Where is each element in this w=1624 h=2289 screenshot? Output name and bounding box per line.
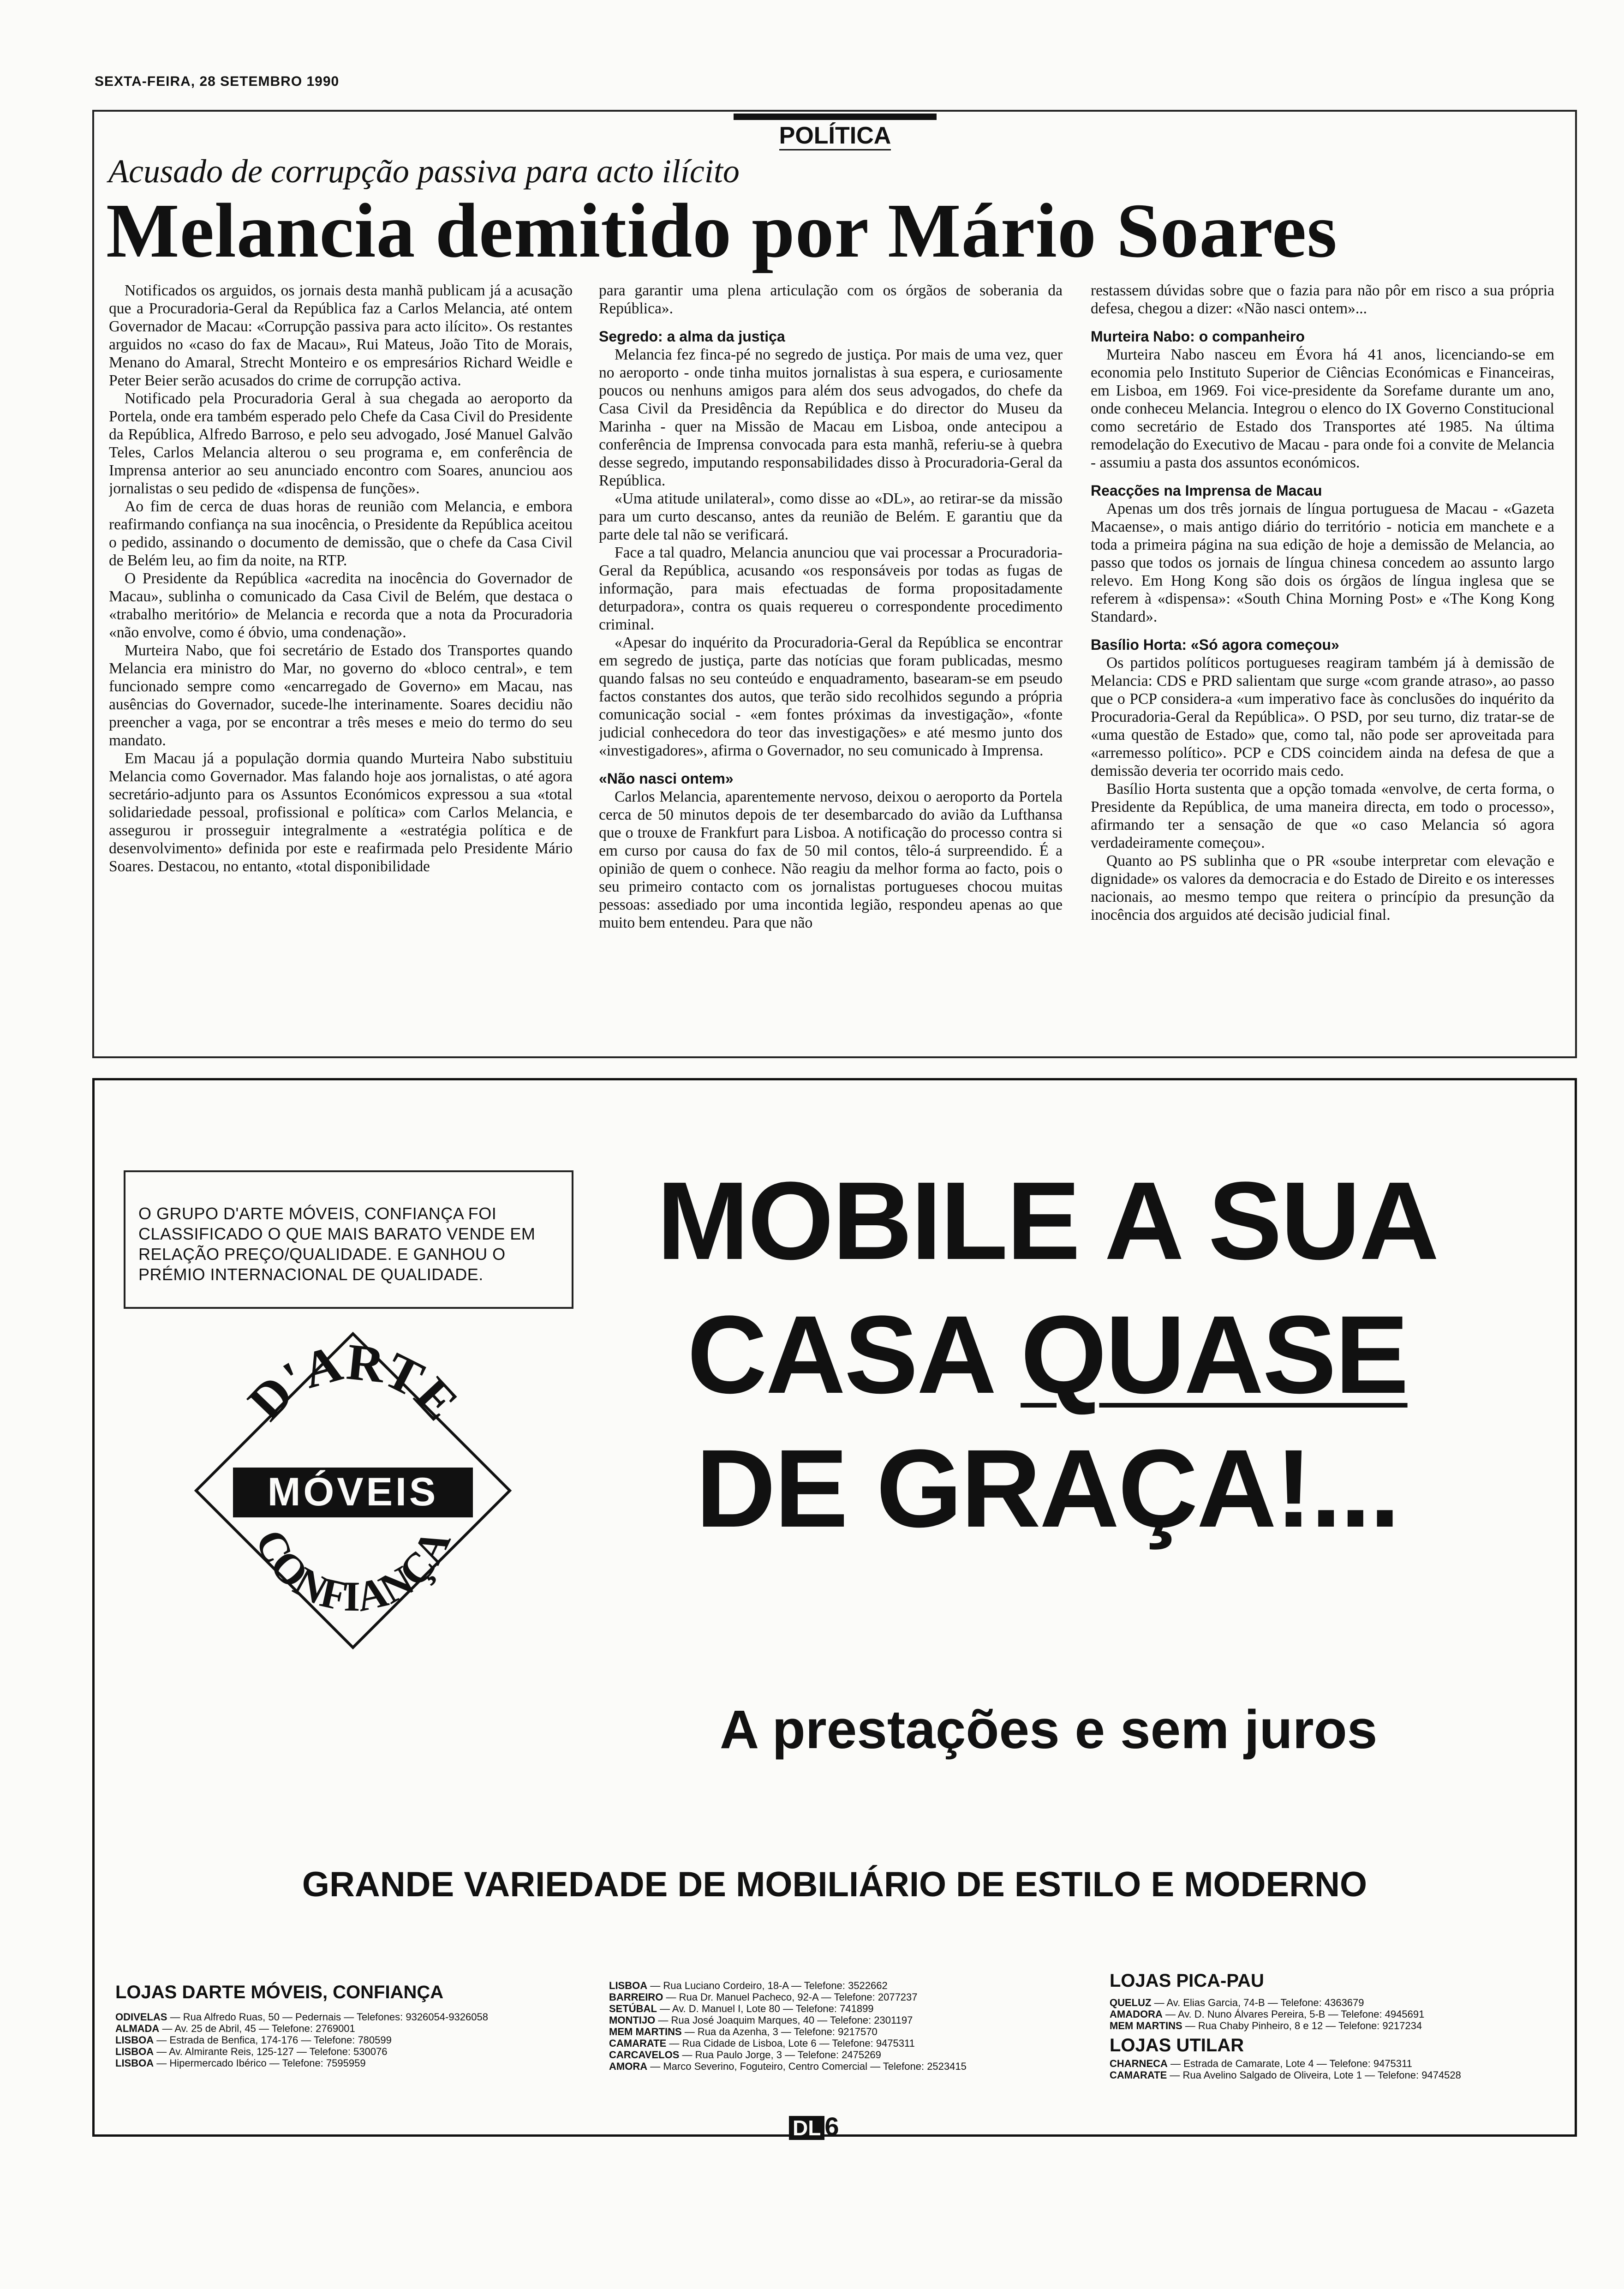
- store-entry: [1110, 2058, 1571, 2069]
- section-label: [734, 114, 937, 151]
- store-address: — Rua Paulo Jorge, 3 — Telefone: 2475269: [682, 2049, 881, 2061]
- article-subheading: Murteira Nabo: o companheiro: [1091, 328, 1305, 345]
- store-address: — Rua Dr. Manuel Pacheco, 92-A — Telefone: 2077237: [666, 1991, 918, 2003]
- article-paragraph: Melancia fez finca-pé no segredo de justiça. Por mais de uma vez, quer no aeroporto - onde tinha muitos jornalistas à sua espera, e curiosamente poucos ou nenhuns amigos para além dos seus advogados, do chefe da Casa Civil da Presidência da República e do director do Museu da Marinha - quer na Missão de Macau em Lisboa, onde antecipou a conferência de Imprensa convocada para esta manhã, referiu-se à quebra desse segredo, imputando responsabilidades disso à Procuradoria-Geral da República.: [599, 346, 1063, 489]
- article-subheading: Reacções na Imprensa de Macau: [1091, 482, 1322, 499]
- article-paragraph: Quanto ao PS sublinha que o PR «soube interpretar com elevação e dignidade» os valores da democracia e do Estado de Direito e os interesses nacionais, ao mesmo tempo que reitera o princípio da presunção da inocência dos arguidos até decisão judicial final.: [1091, 852, 1554, 923]
- store-address: — Rua Luciano Cordeiro, 18-A — Telefone: 3522662: [650, 1980, 888, 1991]
- article-kicker: Acusado de corrupção passiva para acto ilícito: [108, 153, 740, 190]
- ad-installments-line: A prestações e sem juros: [720, 1699, 1378, 1760]
- stores-right-list-2: [1110, 2058, 1571, 2081]
- stores-right-list-1: [1110, 1997, 1571, 2031]
- article-paragraph: restassem dúvidas sobre que o fazia para não pôr em risco a sua própria defesa, chegou a dizer: «Não nasci ontem»...: [1091, 282, 1554, 317]
- store-entry: [115, 2023, 577, 2034]
- store-entry: [609, 2026, 1098, 2037]
- ad-headline-line-2: CASA QUASE: [687, 1293, 1408, 1416]
- stores-left-list: [115, 2011, 577, 2069]
- store-address: — Rua da Azenha, 3 — Telefone: 9217570: [684, 2026, 878, 2037]
- store-entry: [609, 2014, 1098, 2026]
- store-city: ODIVELAS: [115, 2011, 167, 2023]
- store-city: AMADORA: [1110, 2008, 1163, 2020]
- stores-middle-list: [609, 1980, 1098, 2072]
- store-address: — Marco Severino, Foguteiro, Centro Comercial — Telefone: 2523415: [650, 2061, 967, 2072]
- store-address: — Rua Chaby Pinheiro, 8 e 12 — Telefone: 9217234: [1185, 2020, 1422, 2031]
- article-paragraph: Basílio Horta sustenta que a opção tomada «envolve, de certa forma, o Presidente da República, de uma maneira directa, em todo o processo», afirmando ter a sensação de que «o caso Melancia só agora verdadeiramente começou».: [1091, 780, 1554, 851]
- store-city: LISBOA: [115, 2046, 154, 2057]
- store-address: — Av. 25 de Abril, 45 — Telefone: 2769001: [162, 2023, 355, 2034]
- store-entry: [115, 2057, 577, 2069]
- store-city: MONTIJO: [609, 2014, 656, 2026]
- store-address: — Av. Almirante Reis, 125-127 — Telefone: 530076: [156, 2046, 388, 2057]
- store-entry: [1110, 1997, 1571, 2008]
- article-paragraph: Notificado pela Procuradoria Geral à sua chegada ao aeroporto da Portela, onde era também esperado pelo Chefe da Casa Civil do Presidente da República, Alfredo Barroso, e pelo seu advogado, José Manuel Galvão Teles, Carlos Melancia alterou o seu programa e, em conferência de Imprensa anterior ao seu anunciado encontro com Soares, anunciou aos jornalistas o seu pedido de «dispensa de funções».: [109, 390, 573, 497]
- store-entry: [609, 2049, 1098, 2061]
- store-city: ALMADA: [115, 2023, 160, 2034]
- article-paragraph: Carlos Melancia, aparentemente nervoso, deixou o aeroporto da Portela cerca de 50 minutos depois de ter desembarcado do avião da Lufthansa que o trouxe de Frankfurt para Lisboa. A notificação do processo contra si em curso por causa do fax de 50 mil contos, têlo-á surpreendido. É a opinião de quem o conhece. Não reagiu da melhor forma ao facto, pois o seu primeiro contacto com os jornalistas portugueses chocou muitas pessoas: assediado por uma incontida legião, respondeu apenas ao que muito bem entendeu. Para que não: [599, 788, 1063, 931]
- article-paragraph: Murteira Nabo nasceu em Évora há 41 anos, licenciando-se em economia pelo Instituto Superior de Ciências Económicas e Financeiras, em Lisboa, em 1969. Foi vice-presidente da Sorefame durante um ano, onde conheceu Melancia. Integrou o elenco do IX Governo Constitucional como secretário de Estado dos Transportes até 1985. Na última remodelação do Executivo de Macau - para onde foi a convite de Melancia - assumiu a pasta dos assuntos económicos.: [1091, 346, 1554, 471]
- logo-mid-text: MÓVEIS: [267, 1470, 439, 1514]
- store-city: BARREIRO: [609, 1991, 663, 2003]
- store-city: LISBOA: [115, 2034, 154, 2046]
- store-city: QUELUZ: [1110, 1997, 1152, 2008]
- article-column-1: [109, 282, 573, 1043]
- store-address: — Av. D. Nuno Álvares Pereira, 5-B — Telefone: 4945691: [1165, 2008, 1425, 2020]
- article-paragraph: O Presidente da República «acredita na inocência do Governador de Macau», sublinha o comunicado da Casa Civil de Belém, que destaca o «trabalho meritório» de Melancia e recorda que a nota da Procuradoria «não envolve, como é óbvio, uma condenação».: [109, 570, 573, 641]
- ad-headline-line-3: DE GRAÇA!...: [696, 1426, 1399, 1550]
- article-paragraph: «Uma atitude unilateral», como disse ao «DL», ao retirar-se da missão para um curto descanso, antes da reunião de Belém. E garantiu que da parte dele tal não se verificará.: [599, 490, 1063, 543]
- store-entry: [115, 2034, 577, 2046]
- ad-quality-box: O GRUPO D'ARTE MÓVEIS, CONFIANÇA FOI CLASSIFICADO O QUE MAIS BARATO VENDE EM RELAÇÃO PREÇO/QUALIDADE. E GANHOU O PRÉMIO INTERNACIONAL DE QUALIDADE.: [124, 1170, 573, 1309]
- store-city: CHARNECA: [1110, 2058, 1168, 2069]
- store-entry: [115, 2011, 577, 2023]
- store-city: AMORA: [609, 2061, 648, 2072]
- article-paragraph: «Apesar do inquérito da Procuradoria-Geral da República se encontrar em segredo de justiça, parte das notícias que foram publicadas, mesmo quando falsas no seu conteúdo e enquadramento, basearam-se em pseudo factos constantes dos autos, que terão sido recolhidos segundo a própria comunicação social - «em fontes próximas da investigação», «fonte judicial conhecedora do teor das investigações» e até mesmo junto dos «investigadores», afirma o Governador, no seu comunicado à Imprensa.: [599, 634, 1063, 759]
- store-city: CAMARATE: [609, 2037, 667, 2049]
- store-entry: [609, 1980, 1098, 1991]
- store-address: — Estrada de Camarate, Lote 4 — Telefone: 9475311: [1170, 2058, 1412, 2069]
- store-city: LISBOA: [609, 1980, 648, 1991]
- article-paragraph: Os partidos políticos portugueses reagiram também já à demissão de Melancia: CDS e PRD salientam que surge «com grande atraso», ao passo que o PCP considera-a «um imperativo face às conclusões do inquérito da Procuradoria-Geral da República». O PSD, por seu turno, diz tratar-se de «uma questão de Estado» que, como tal, não pode ser aproveitada para «arremesso político». PCP e CDS coincidem ainda na defesa de que a demissão deveria ter ocorrido mais cedo.: [1091, 654, 1554, 779]
- article-paragraph: Apenas um dos três jornais de língua portuguesa de Macau - «Gazeta Macaense», o mais antigo diário do território - noticia em manchete e a toda a primeira página na sua edição de hoje a demissão de Melancia, ao passo que todos os jornais de língua chinesa concedem ao assunto largo relevo. Em Hong Kong são dois os órgãos de língua inglesa que se referem à «dispensa»: «South China Morning Post» e «The Kong Kong Standard».: [1091, 500, 1554, 625]
- store-city: CAMARATE: [1110, 2069, 1167, 2081]
- store-entry: [609, 1991, 1098, 2003]
- ad-headline-line-1: MOBILE A SUA: [657, 1159, 1438, 1282]
- store-address: — Rua Alfredo Ruas, 50 — Pedernais — Telefones: 9326054-9326058: [170, 2011, 488, 2023]
- stores-left-title: LOJAS DARTE MÓVEIS, CONFIANÇA: [115, 1982, 444, 2002]
- store-city: LISBOA: [115, 2057, 154, 2069]
- stores-left: [115, 1982, 577, 2069]
- article-paragraph: Notificados os arguidos, os jornais desta manhã publicam já a acusação que a Procuradoria-Geral da República faz a Carlos Melancia, até ontem Governador de Macau: «Corrupção passiva para acto ilícito». Os restantes arguidos no «caso do fax de Macau», Rui Mateus, João Tito de Morais, Menano do Amaral, Strecht Monteiro e os empresários Richard Weidle e Peter Beier serão acusados do crime de corrupção activa.: [109, 282, 573, 389]
- store-address: — Rua José Joaquim Marques, 40 — Telefone: 2301197: [658, 2014, 913, 2026]
- darte-moveis-logo: [187, 1324, 519, 1657]
- store-address: — Estrada de Benfica, 174-176 — Telefone: 780599: [156, 2034, 392, 2046]
- article-subheading: Basílio Horta: «Só agora começou»: [1091, 636, 1339, 653]
- article-column-2: [599, 282, 1063, 1043]
- stores-middle: [609, 1980, 1098, 2072]
- article-paragraph: Ao fim de cerca de duas horas de reunião com Melancia, e embora reafirmando confiança na sua inocência, o Presidente da República aceitou o pedido, assinando o documento de demissão, que o chefe da Casa Civil de Belém leu, ao fim da noite, na RTP.: [109, 498, 573, 569]
- store-entry: [1110, 2008, 1571, 2020]
- store-entry: [609, 2037, 1098, 2049]
- page-number: 6: [824, 2112, 839, 2141]
- store-entry: [1110, 2020, 1571, 2031]
- paper-logo: DL: [789, 2116, 824, 2140]
- ad-headline-underlined: QUASE: [1021, 1293, 1408, 1416]
- article-paragraph: Em Macau já a população dormia quando Murteira Nabo substituiu Melancia como Governador. Mas falando hoje aos jornalistas, o até agora secretário-adjunto para os Assuntos Económicos expressou a sua «total solidariedade pessoal, profissional e política» com Carlos Melancia, e assegurou ir prosseguir integralmente a «estratégia política e de desenvolvimento» definida por este e reafirmada pelo Presidente Mário Soares. Destacou, no entanto, «total disponibilidade: [109, 750, 573, 875]
- store-city: CARCAVELOS: [609, 2049, 680, 2061]
- stores-right-title-2: LOJAS UTILAR: [1110, 2035, 1244, 2055]
- store-address: — Rua Cidade de Lisboa, Lote 6 — Telefone: 9475311: [669, 2037, 915, 2049]
- store-city: MEM MARTINS: [609, 2026, 682, 2037]
- store-address: — Hipermercado Ibérico — Telefone: 7595959: [156, 2057, 366, 2069]
- logo-top-text: D'ARTE: [237, 1333, 469, 1432]
- store-address: — Av. D. Manuel I, Lote 80 — Telefone: 741899: [660, 2003, 874, 2014]
- store-city: MEM MARTINS: [1110, 2020, 1182, 2031]
- store-address: — Rua Avelino Salgado de Oliveira, Lote 1 — Telefone: 9474528: [1170, 2069, 1461, 2081]
- store-entry: [609, 2003, 1098, 2014]
- page-footer: [789, 2111, 839, 2141]
- ad-variety-line: GRANDE VARIEDADE DE MOBILIÁRIO DE ESTILO E MODERNO: [302, 1865, 1367, 1904]
- ad-headline: [655, 1154, 1439, 1555]
- store-entry: [1110, 2069, 1571, 2081]
- article-paragraph: Face a tal quadro, Melancia anunciou que vai processar a Procuradoria-Geral da República, acusando «os responsáveis por todas as fugas de informação, para mais efectuadas de forma propositadamente deturpadora», contra os quais requereu o correspondente procedimento criminal.: [599, 544, 1063, 633]
- article-headline: Melancia demitido por Mário Soares: [106, 188, 1337, 274]
- store-entry: [115, 2046, 577, 2057]
- dateline: SEXTA-FEIRA, 28 SETEMBRO 1990: [95, 74, 340, 89]
- store-entry: [609, 2061, 1098, 2072]
- section-text: POLÍTICA: [779, 122, 891, 150]
- article-subheading: «Não nasci ontem»: [599, 770, 734, 787]
- article-paragraph: Murteira Nabo, que foi secretário de Estado dos Transportes quando Melancia era ministro do Mar, no governo do «bloco central», e tem funcionado sempre como «encarregado de Governo» em Macau, nas ausências do Governador, sucede-lhe interinamente. Soares decidiu não preencher a vaga, por se encontrar a três meses e meio do termo do seu mandato.: [109, 642, 573, 749]
- stores-right-title-1: LOJAS PICA-PAU: [1110, 1971, 1264, 1991]
- store-city: SETÚBAL: [609, 2003, 657, 2014]
- article-subheading: Segredo: a alma da justiça: [599, 328, 785, 345]
- stores-right: [1110, 1971, 1571, 2081]
- article-paragraph: para garantir uma plena articulação com os órgãos de soberania da República».: [599, 282, 1063, 317]
- logo-bottom-text: CONFIANÇA: [246, 1522, 460, 1621]
- article-column-3: [1091, 282, 1554, 1043]
- store-address: — Av. Elias Garcia, 74-B — Telefone: 4363679: [1154, 1997, 1364, 2008]
